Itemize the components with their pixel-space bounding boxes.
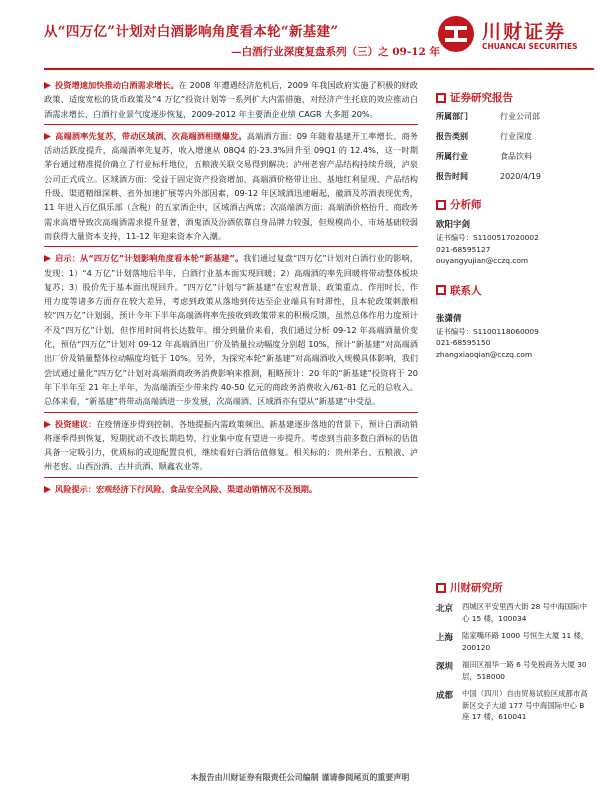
info-row bbox=[436, 131, 594, 143]
report-info-heading-text: 证券研究报告 bbox=[450, 92, 513, 104]
section-square-icon bbox=[436, 583, 446, 593]
office-address: 中国（四川）自由贸易试验区成都市高新区交子大道 177 号中海国际中心 B 座 17 楼，610041 bbox=[462, 689, 588, 721]
contact-heading bbox=[436, 283, 594, 298]
analyst-phone: 021-68595127 bbox=[436, 244, 491, 254]
info-key: 报告类别 bbox=[436, 132, 468, 141]
office-address: 西城区平安里西大街 28 号中海国际中心 15 楼，100034 bbox=[462, 602, 587, 623]
info-key: 所属部门 bbox=[436, 112, 468, 121]
paragraph-lead: 投资建议： bbox=[55, 418, 97, 429]
section-divider bbox=[44, 124, 418, 125]
logo-text-cn: 川财证券 bbox=[482, 21, 567, 43]
info-key: 所属行业 bbox=[436, 152, 468, 161]
office-entry bbox=[436, 688, 596, 723]
contact-email[interactable]: zhangxiaoqian@cczq.com bbox=[436, 349, 533, 359]
info-value: 2020/4/19 bbox=[500, 172, 542, 181]
summary-paragraph bbox=[44, 417, 418, 474]
office-city: 深圳 bbox=[436, 662, 454, 672]
paragraph-text: 在 2008 年遭遇经济危机后，2009 年我国政府实施了积极的财政政策、适度宽松的货币政策及“4 万亿”投资计划等一系列扩大内需措施，对经济产生托底的效应推动白酒需求增长，白酒行业景气度逐步恢复，2009-2012 年主要酒企业绩 CAGR 大多超 20%。 bbox=[44, 80, 418, 119]
section-square-icon bbox=[436, 285, 446, 295]
report-subtitle: —白酒行业深度复盘系列（三）之 09-12 年 bbox=[231, 46, 440, 58]
info-key: 报告时间 bbox=[436, 172, 468, 181]
summary-paragraph bbox=[44, 129, 418, 243]
institute-heading bbox=[436, 580, 596, 595]
office-address: 福田区福华一路 6 号免税商务大厦 30 层，518000 bbox=[462, 660, 587, 681]
report-sidebar bbox=[436, 90, 594, 360]
info-row bbox=[436, 171, 594, 183]
section-divider bbox=[44, 246, 418, 247]
arrow-bullet-icon bbox=[44, 421, 51, 428]
institute-offices bbox=[436, 580, 596, 729]
contact-phone: 021-68595150 bbox=[436, 338, 491, 347]
info-row bbox=[436, 111, 594, 123]
analyst-heading bbox=[436, 197, 594, 212]
report-body bbox=[44, 78, 418, 498]
company-logo bbox=[436, 14, 596, 62]
summary-paragraph bbox=[44, 251, 418, 408]
risk-paragraph bbox=[44, 482, 418, 496]
paragraph-text: 高端酒方面：09 年随着基建开工率增长、商务活动活跃度提升，高端酒率先复苏，收入增速从 08Q4 的-23.3%回升至 09Q1 的 12.4%，这一时期茅台通过精准提价确立了行业标杆地位，五粮液关联交易得到解决；泸州老窖产品结构持续升级，泸泉公司正式成立。区域酒方面：受益于固定资产投资增加、高端酒价格带让出、基地红利显现、产品结构升级、渠道精细深耕、省外加速扩展等内外部因素，09-12 年区域酒迅速崛起，徽酒及苏酒表现优秀，11 年进入百亿俱乐部（含税）的五家酒企中，区域酒占两席；次高端酒方面：高端酒价格抬升、商政务需求高增导致次高端酒需求提升显著，酒鬼酒及汾酒依靠自身品牌力较强，但规模尚小、市场基础较弱而获得大量资本支持，11-12 年迎来资本介入潮。 bbox=[44, 130, 418, 241]
office-address: 陆家嘴环路 1000 号恒生大厦 11 楼，200120 bbox=[462, 631, 589, 652]
info-value: 行业深度 bbox=[500, 132, 532, 141]
office-entry bbox=[436, 630, 596, 653]
paragraph-lead: 启示：从“四万亿”计划影响角度看本轮“新基建”。 bbox=[55, 253, 244, 264]
section-square-icon bbox=[436, 93, 446, 103]
header-rule bbox=[44, 68, 594, 70]
paragraph-text: 在疫情逐步得到控制、各地提振内需政策频出、新基建逐步落地的背景下，预计白酒动销将逐季得到恢复，短期扰动不改长期趋势，行业集中度有望进一步提升。考虑到当前多数白酒标的估值具备一定吸引力，优质标的或迎配置良机，继续看好白酒估值修复。相关标的：贵州茅台、五粮液、泸州老窖、山西汾酒、古井贡酒、顺鑫农业等。 bbox=[44, 418, 418, 472]
report-info-heading bbox=[436, 90, 594, 105]
office-city: 北京 bbox=[436, 604, 454, 614]
section-divider bbox=[44, 412, 418, 413]
info-value: 行业公司部 bbox=[500, 112, 540, 121]
page-footer: 本报告由川财证券有限责任公司编制 谨请参阅尾页的重要声明 bbox=[190, 773, 410, 782]
arrow-bullet-icon bbox=[44, 486, 51, 493]
report-title: 从“四万亿”计划对白酒影响角度看本轮“新基建” bbox=[44, 24, 339, 40]
info-row bbox=[436, 151, 594, 163]
arrow-bullet-icon bbox=[44, 82, 51, 89]
contact-cert: 证书编号：S1100118060009 bbox=[436, 326, 539, 336]
paragraph-lead: 高端酒率先复苏，带动区域酒、次高端酒相继爆发。 bbox=[55, 130, 247, 141]
paragraph-lead: 风险提示：宏观经济下行风险、食品安全风险、渠道动销情况不及预期。 bbox=[55, 483, 318, 494]
paragraph-lead: 投资增速加快推动白酒需求增长。 bbox=[55, 80, 179, 90]
section-divider bbox=[44, 477, 418, 478]
contact-heading-text: 联系人 bbox=[450, 284, 482, 297]
contact-name: 张潇倩 bbox=[436, 313, 462, 324]
analyst-cert: 证书编号：S1100517020002 bbox=[436, 233, 539, 242]
paragraph-text: 我们通过复盘“四万亿”计划对白酒行业的影响，发现：1）“4 万亿”计划落地后半年，白酒行业基本面实现回暖；2）高端酒的率先回暖将带动整体板块复苏；3）股价先于基本面出现回升。“四万亿”计划与“新基建”在宏观背景、政策重点、作用时长、作用力度等诸多方面存在较大差异，考虑到政策从落地到传达至企业端具有时滞性，且本轮政策刺激相较“四万亿”计划弱，预计今年下半年高端酒将率先接收到政策带来的积极反馈，虽然总体作用力度预计不及“四万亿”计划，但作用时间将长达数年。细分到量价来看，我们通过分析 09-12 年高端酒量价变化，预估“四万亿”计划对 09-12 年高端酒出厂价及销量拉动幅度分别超 10%，预计“新基建”对高端酒出厂价及销量整体拉动幅度均低于 10%。另外，为探究本轮“新基建”对高端酒收入规模具体影响，我们尝试通过量化“四万亿”计划对高端酒商政务消费影响来推测，粗略预计：20 年的“新基建”投资将于 20 年下半年至 21 年上半年，为高端酒至少带来约 40-50 亿元的商政务消费收入/61-81 亿元的总收入。总体来看，“新基建”将带动高端酒进一步发展，次高端酒、区域酒亦有望从“新基建”中受益。 bbox=[44, 253, 419, 407]
logo-text-en: CHUANCAI SECURITIES bbox=[482, 42, 578, 51]
summary-paragraph bbox=[44, 78, 418, 121]
arrow-bullet-icon bbox=[44, 255, 51, 262]
logo-mark-icon bbox=[436, 14, 476, 54]
office-entry bbox=[436, 659, 596, 682]
institute-heading-text: 川财研究所 bbox=[450, 582, 503, 594]
office-city: 上海 bbox=[436, 633, 454, 643]
analyst-email[interactable]: ouyangyujian@cczq.com bbox=[436, 256, 529, 265]
analyst-name: 欧阳宇剑 bbox=[436, 220, 471, 230]
section-square-icon bbox=[436, 200, 446, 210]
arrow-bullet-icon bbox=[44, 133, 51, 140]
office-entry bbox=[436, 601, 596, 624]
info-value: 食品饮料 bbox=[500, 152, 532, 161]
office-city: 成都 bbox=[436, 691, 454, 701]
analyst-heading-text: 分析师 bbox=[450, 199, 482, 211]
